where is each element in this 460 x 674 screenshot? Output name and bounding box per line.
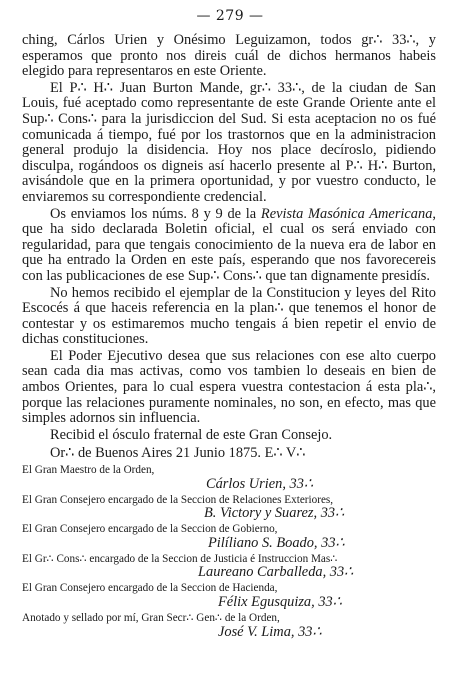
- signature-name: Pilíliano S. Boado, 33∴: [208, 534, 345, 551]
- dateline: Or∴ de Buenos Aires 21 Junio 1875. E∴ V∴: [50, 445, 306, 462]
- journal-title: Revista Masónica Americana: [260, 205, 433, 222]
- paragraph-3-text: Os enviamos los núms. 8 y 9 de la Revista Masónica Americana, que ha sido declarada Boletin oficial, el cual os será enviado con regularidad, para que tengais conocimiento de la nueva era de labor en que ha entrado la Orden en este país, esperando que nos favorecereis con las publicaciones de ese Sup∴ Cons∴ que tan dignamente presidís.: [22, 205, 436, 284]
- signature-role: El Gran Consejero encargado de la Seccion de Hacienda,: [22, 582, 278, 595]
- paragraph-2: El P∴ H∴ Juan Burton Mande, gr∴ 33∴, de la ciudan de San Louis, fué aceptado como representante de este Grande Oriente ante el Sup∴ Cons∴ para la jurisdiccion del Sud. Si esta aceptacion no os fué comunicada á tiempo, fué por los trastornos que en la administracion general produjo la disidencia. Hoy nos place decíroslo, pidiendo disculpa, rogándoos os digneis así hacerlo presente al P∴ H∴ Burton, avisándole que en la primera oportunidad, y por vuestro conducto, le enviaremos su correspondiente credencial.: [22, 79, 436, 205]
- signature-role: El Gran Maestro de la Orden,: [22, 464, 155, 477]
- paragraph-3: [22, 207, 436, 285]
- paragraph-5: El Poder Ejecutivo desea que sus relaciones con ese alto cuerpo sean cada dia mas activas, como vos tambien lo deseais en bien de ambos Orientes, para lo cual espera vuestra contestacion á esta pla∴, porque las relaciones puramente nominales, no son, en efecto, mas que simples adornos sin influencia.: [22, 347, 436, 427]
- signature-name: José V. Lima, 33∴: [218, 623, 322, 640]
- paragraph-6: Recibid el ósculo fraternal de este Gran Consejo.: [50, 426, 333, 443]
- signature-name: B. Victory y Suarez, 33∴: [204, 505, 345, 522]
- signature-name: Cárlos Urien, 33∴: [206, 475, 314, 492]
- signature-role: El Gr∴ Cons∴ encargado de la Seccion de Justicia é Instruccion Mas∴: [22, 552, 338, 565]
- paragraph-4: No hemos recibido el ejemplar de la Constitucion y leyes del Rito Escocés á que haceis referencia en la plan∴ que tenemos el honor de contestar y os estimaremos mucho tengais á bien repetir el envio de dichas constituciones.: [22, 284, 436, 348]
- signature-role: Anotado y sellado por mí, Gran Secr∴ Gen∴ de la Orden,: [22, 612, 280, 624]
- signature-name: Laureano Carballeda, 33∴: [198, 564, 354, 581]
- signature-block: [22, 464, 436, 640]
- signature-name: Félix Egusquiza, 33∴: [218, 594, 342, 610]
- signature-role: El Gran Consejero encargado de la Seccion de Gobierno,: [22, 523, 278, 536]
- letter-body: [22, 33, 436, 642]
- signature-role: El Gran Consejero encargado de la Seccion de Relaciones Exteriores,: [22, 493, 334, 506]
- page-number: — 279 —: [196, 8, 264, 24]
- paragraph-1: ching, Cárlos Urien y Onésimo Leguizamon, todos gr∴ 33∴, y esperamos que pronto nos direis cuál de dichos hermanos habeis elegido para representaros en este Oriente.: [22, 32, 436, 80]
